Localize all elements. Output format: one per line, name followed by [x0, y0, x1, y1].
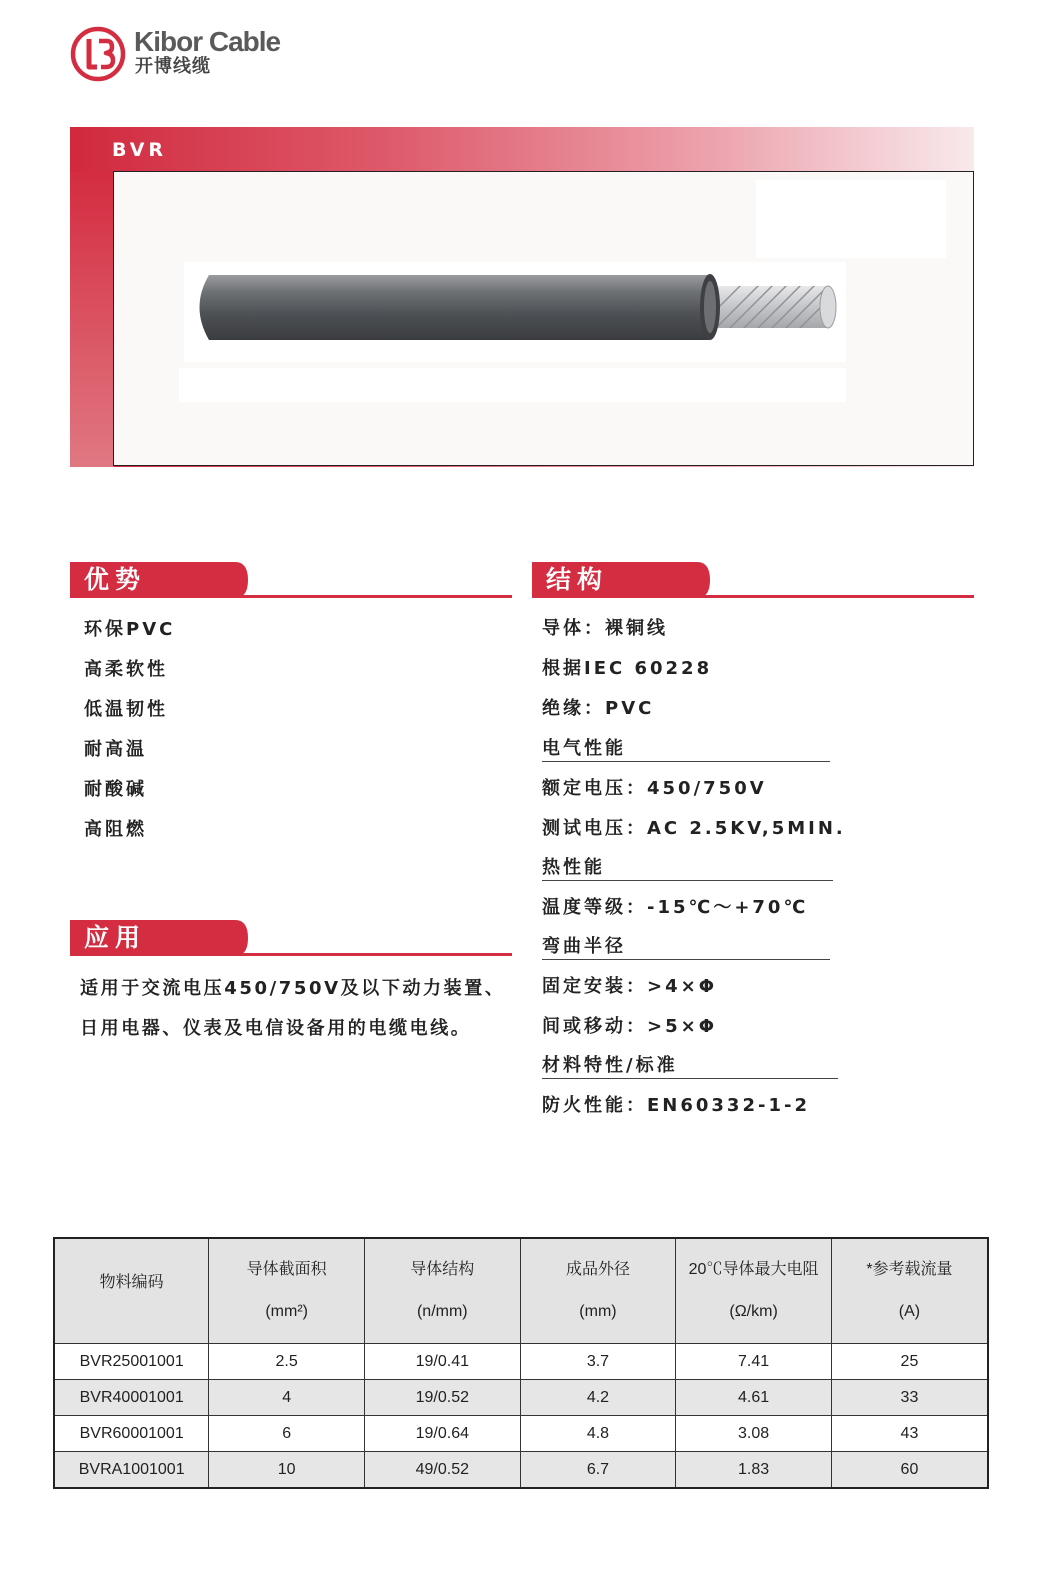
table-cell: 19/0.52	[364, 1380, 520, 1416]
table-cell: 60	[831, 1452, 988, 1489]
structure-subheading: 弯曲半径	[542, 935, 830, 960]
advantage-item: 耐酸碱	[84, 779, 147, 800]
table-row	[54, 1416, 988, 1452]
table-cell: BVR25001001	[54, 1344, 209, 1380]
table-cell: 1.83	[676, 1452, 832, 1489]
advantages-header	[70, 562, 250, 598]
product-photo	[113, 171, 974, 466]
structure-rule	[532, 595, 974, 598]
structure-subheading: 电气性能	[542, 737, 830, 762]
advantage-item: 高柔软性	[84, 659, 168, 680]
table-header: 物料编码	[54, 1238, 209, 1344]
advantage-item: 耐高温	[84, 739, 147, 760]
table-cell: 6	[209, 1416, 365, 1452]
table-cell: BVR40001001	[54, 1380, 209, 1416]
advantage-item: 低温韧性	[84, 699, 168, 720]
table-header: 20℃导体最大电阻 (Ω/km)	[676, 1238, 832, 1344]
table-cell: 7.41	[676, 1344, 832, 1380]
application-line: 适用于交流电压450/750V及以下动力装置、	[80, 978, 506, 999]
structure-item: 测试电压：AC 2.5KV,5MIN.	[542, 818, 846, 839]
advantage-item: 环保PVC	[84, 619, 176, 640]
table-cell: BVR60001001	[54, 1416, 209, 1452]
spec-table	[53, 1237, 989, 1489]
table-header: 导体截面积 (mm²)	[209, 1238, 365, 1344]
banner-side-strip	[70, 172, 114, 467]
kibor-logo-icon	[70, 26, 126, 82]
table-header-row	[54, 1238, 988, 1344]
table-row	[54, 1344, 988, 1380]
table-cell: 43	[831, 1416, 988, 1452]
table-header: *参考载流量 (A)	[831, 1238, 988, 1344]
logo-name-cn: 开博线缆	[135, 56, 211, 77]
structure-item: 导体：裸铜线	[542, 618, 668, 639]
table-cell: 4.8	[520, 1416, 676, 1452]
advantage-item: 高阻燃	[84, 819, 147, 840]
table-cell: 6.7	[520, 1452, 676, 1489]
table-cell: 4.2	[520, 1380, 676, 1416]
table-cell: 4	[209, 1380, 365, 1416]
product-title: BVR	[112, 139, 168, 161]
logo-name-en: Kibor Cable	[134, 26, 281, 57]
table-row	[54, 1452, 988, 1489]
table-cell: BVRA1001001	[54, 1452, 209, 1489]
structure-item: 绝缘：PVC	[542, 698, 655, 719]
application-header	[70, 920, 250, 956]
table-cell: 49/0.52	[364, 1452, 520, 1489]
structure-title: 结构	[546, 565, 609, 594]
table-cell: 33	[831, 1380, 988, 1416]
structure-item: 防火性能：EN60332-1-2	[542, 1095, 810, 1116]
table-row	[54, 1380, 988, 1416]
structure-item: 间或移动：>5×Φ	[542, 1016, 717, 1037]
application-text	[80, 969, 505, 1049]
advantages-rule	[70, 595, 512, 598]
structure-header	[532, 562, 712, 598]
table-header: 成品外径 (mm)	[520, 1238, 676, 1344]
table-cell: 19/0.41	[364, 1344, 520, 1380]
application-line: 日用电器、仪表及电信设备用的电缆电线。	[80, 1018, 472, 1039]
table-cell: 19/0.64	[364, 1416, 520, 1452]
table-cell: 2.5	[209, 1344, 365, 1380]
table-cell: 3.7	[520, 1344, 676, 1380]
table-cell: 4.61	[676, 1380, 832, 1416]
structure-subheading: 材料特性/标准	[542, 1054, 838, 1079]
table-cell: 10	[209, 1452, 365, 1489]
structure-item: 温度等级：-15℃～+70℃	[542, 897, 809, 918]
table-header: 导体结构 (n/mm)	[364, 1238, 520, 1344]
structure-subheading: 热性能	[542, 856, 833, 881]
structure-item: 根据IEC 60228	[542, 658, 713, 679]
advantages-title: 优势	[84, 565, 147, 594]
structure-item: 额定电压：450/750V	[542, 778, 767, 799]
table-cell: 25	[831, 1344, 988, 1380]
application-title: 应用	[84, 923, 147, 952]
application-rule	[70, 953, 512, 956]
structure-item: 固定安装：>4×Φ	[542, 976, 717, 997]
table-cell: 3.08	[676, 1416, 832, 1452]
